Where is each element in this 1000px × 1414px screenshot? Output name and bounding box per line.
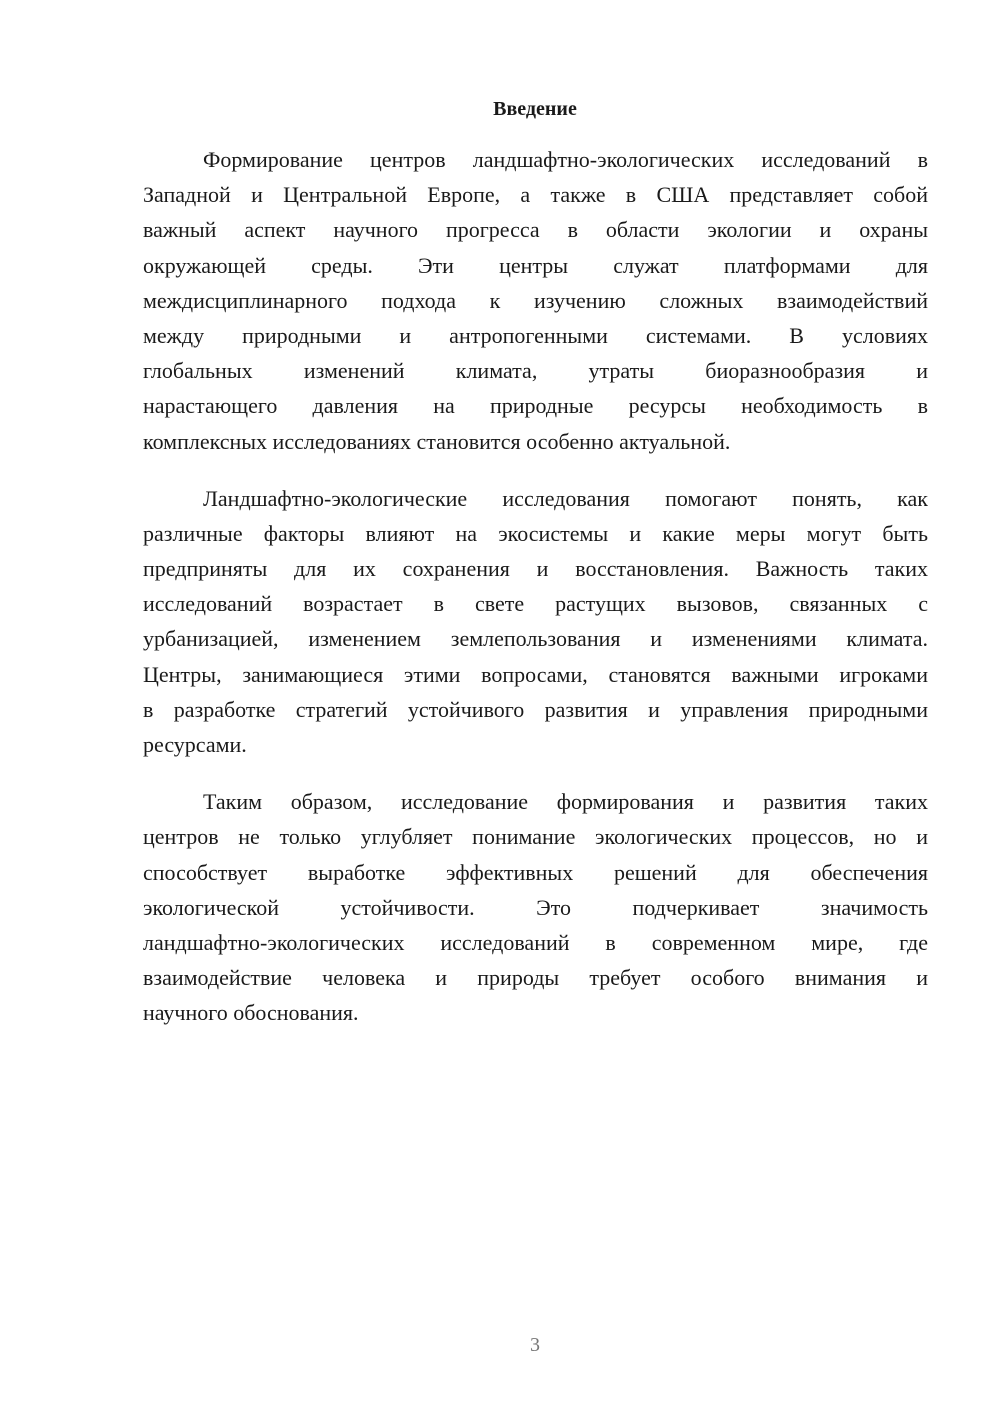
text-line: экологической устойчивости. Это подчеркивает значимость [143,894,928,920]
text-line: способствует выработке эффективных решений для обеспечения [143,859,928,885]
text-line: ресурсами. [143,732,247,757]
body-text [143,142,928,1053]
text-line: предприняты для их сохранения и восстановления. Важность таких [143,556,928,582]
text-line: Ландшафтно-экологические исследования помогают понять, как [203,485,928,511]
text-line: ландшафтно-экологических исследований в современном мире, где [143,929,928,955]
text-line: в разработке стратегий устойчивого развития и управления природными [143,696,928,722]
text-line: важный аспект научного прогресса в области экологии и охраны [143,217,928,243]
text-line: различные факторы влияют на экосистемы и какие меры могут быть [143,520,928,546]
text-line: окружающей среды. Эти центры служат платформами для [143,252,928,278]
text-line: нарастающего давления на природные ресурсы необходимость в [143,393,928,419]
text-line: Западной и Центральной Европе, а также в США представляет собой [143,182,928,208]
text-line: междисциплинарного подхода к изучению сложных взаимодействий [143,287,928,313]
text-line: глобальных изменений климата, утраты биоразнообразия и [143,358,928,384]
text-line: между природными и антропогенными системами. В условиях [143,322,928,348]
paragraph [143,481,928,763]
text-line: взаимодействие человека и природы требует особого внимания и [143,965,928,991]
paragraph [143,784,928,1030]
text-line: комплексных исследованиях становится особенно актуальной. [143,428,731,454]
text-line: научного обоснования. [143,1000,359,1026]
paragraph [143,142,928,459]
page-number: 3 [530,1334,540,1356]
text-line: урбанизацией, изменением землепользования и изменениями климата. [143,626,928,652]
section-title: Введение [493,98,577,120]
text-line: исследований возрастает в свете растущих вызовов, связанных с [143,591,928,617]
text-line: центров не только углубляет понимание экологических процессов, но и [143,824,928,850]
text-line: Формирование центров ландшафтно-экологических исследований в [203,147,928,172]
text-line: Центры, занимающиеся этими вопросами, становятся важными игроками [143,661,928,687]
text-line: Таким образом, исследование формирования и развития таких [203,789,928,815]
